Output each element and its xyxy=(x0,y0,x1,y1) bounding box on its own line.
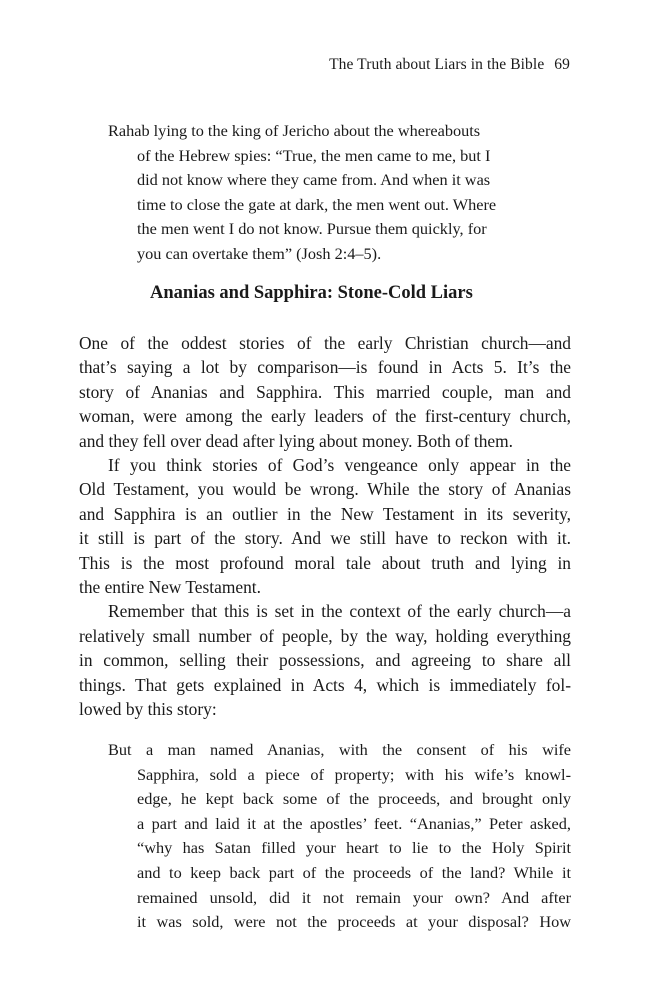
body-line: and Sapphira is an outlier in the New Testament in its severity, xyxy=(79,503,571,524)
running-head-title: The Truth about Liars in the Bible xyxy=(329,56,545,73)
body-line: This is the most profound moral tale about truth and lying in xyxy=(79,552,571,573)
body-line: If you think stories of God’s vengeance only appear in the xyxy=(108,455,571,476)
quote-line: Rahab lying to the king of Jericho about the whereabouts xyxy=(108,121,481,140)
page-number: 69 xyxy=(554,56,570,73)
quote-line: of the Hebrew spies: “True, the men came to me, but I xyxy=(137,145,491,165)
quote-line: Sapphira, sold a piece of property; with his wife’s knowl- xyxy=(137,764,571,784)
body-line: in common, selling their possessions, and agreeing to share all xyxy=(79,650,571,671)
section-heading: Ananias and Sapphira: Stone-Cold Liars xyxy=(150,283,473,303)
body-line: story of Ananias and Sapphira. This married couple, man and xyxy=(79,381,571,402)
quote-line: the men went I do not know. Pursue them quickly, for xyxy=(137,219,487,239)
body-line: woman, were among the early leaders of the first-century church, xyxy=(79,406,571,427)
quote-line: But a man named Ananias, with the consent of his wife xyxy=(108,740,571,759)
body-line: Remember that this is set in the context of the early church—a xyxy=(108,601,571,622)
running-head xyxy=(329,56,570,74)
quote-line: you can overtake them” (Josh 2:4–5). xyxy=(137,243,382,263)
quote-line: time to close the gate at dark, the men went out. Where xyxy=(137,194,497,214)
body-line: Old Testament, you would be wrong. While the story of Ananias xyxy=(79,479,571,500)
body-line: things. That gets explained in Acts 4, which is immediately fol- xyxy=(79,674,571,695)
body-line: and they fell over dead after lying about money. Both of them. xyxy=(79,430,513,451)
quote-line: did not know where they came from. And when it was xyxy=(137,170,491,190)
quote-line: remained unsold, did it not remain your own? And after xyxy=(137,887,571,907)
body-line: relatively small number of people, by the way, holding everything xyxy=(79,625,571,646)
quote-line: and to keep back part of the proceeds of the land? While it xyxy=(137,862,571,882)
body-line: it still is part of the story. And we still have to reckon with it. xyxy=(79,528,571,549)
block-quote-rahab xyxy=(108,119,571,267)
body-line: One of the oddest stories of the early Christian church—and xyxy=(79,333,571,353)
quote-line: a part and laid it at the apostles’ feet. “Ananias,” Peter asked, xyxy=(137,813,571,833)
block-quote-acts xyxy=(108,738,571,935)
body-line: lowed by this story: xyxy=(79,699,217,720)
quote-line: it was sold, were not the proceeds at your disposal? How xyxy=(137,912,571,932)
quote-line: “why has Satan filled your heart to lie to the Holy Spirit xyxy=(137,838,571,858)
quote-line: edge, he kept back some of the proceeds, and brought only xyxy=(137,789,571,809)
body-line: that’s saying a lot by comparison—is found in Acts 5. It’s the xyxy=(79,357,571,378)
body-text xyxy=(79,331,571,722)
body-line: the entire New Testament. xyxy=(79,577,261,598)
